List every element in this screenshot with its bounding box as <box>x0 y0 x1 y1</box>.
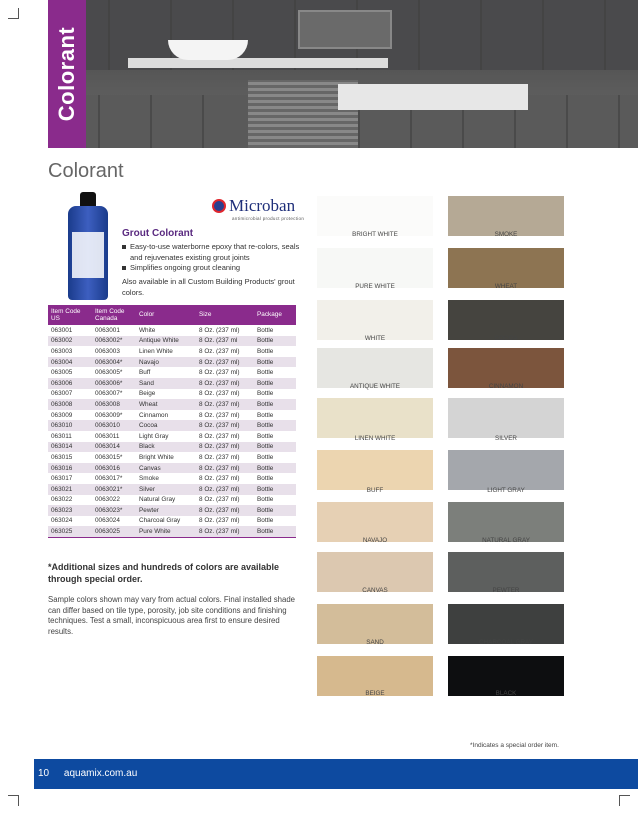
table-cell: 8 Oz. (237 ml) <box>196 516 254 527</box>
table-row <box>48 346 296 357</box>
table-cell: White <box>136 325 196 336</box>
color-swatch <box>317 552 433 592</box>
microban-logo <box>212 196 304 221</box>
table-cell: 063001 <box>48 325 92 336</box>
swatch-label: BEIGE <box>365 690 385 697</box>
product-bottle-image <box>66 192 110 302</box>
table-cell: 8 Oz. (237 ml <box>196 336 254 347</box>
table-cell: Bottle <box>254 463 296 474</box>
table-cell: Cinnamon <box>136 410 196 421</box>
table-cell: 063010 <box>48 420 92 431</box>
section-tab-label: Colorant <box>54 26 79 122</box>
table-cell: 063004 <box>48 357 92 368</box>
table-cell: 0063006* <box>92 378 136 389</box>
table-cell: 063021 <box>48 484 92 495</box>
table-cell: 063002 <box>48 336 92 347</box>
table-cell: Navajo <box>136 357 196 368</box>
swatch-label: CINNAMON <box>488 383 524 390</box>
color-swatch <box>317 502 433 542</box>
table-row <box>48 473 296 484</box>
table-cell: Bottle <box>254 410 296 421</box>
table-cell: Silver <box>136 484 196 495</box>
table-cell: Bottle <box>254 484 296 495</box>
table-cell: Bottle <box>254 367 296 378</box>
col-header: Item Code Canada <box>92 305 136 325</box>
table-cell: Bottle <box>254 420 296 431</box>
table-cell: Bottle <box>254 516 296 527</box>
table-cell: 0063003 <box>92 346 136 357</box>
table-row <box>48 463 296 474</box>
swatch-label: SMOKE <box>494 231 518 238</box>
table-cell: Charcoal Gray <box>136 516 196 527</box>
microban-icon <box>212 199 226 213</box>
table-cell: Linen White <box>136 346 196 357</box>
table-cell: 0063002* <box>92 336 136 347</box>
table-row <box>48 325 296 336</box>
color-swatch <box>448 398 564 438</box>
color-swatch <box>448 552 564 592</box>
table-row <box>48 420 296 431</box>
footer-text <box>38 768 137 779</box>
table-cell: 8 Oz. (237 ml) <box>196 420 254 431</box>
table-cell: 8 Oz. (237 ml) <box>196 410 254 421</box>
table-cell: 8 Oz. (237 ml) <box>196 378 254 389</box>
table-cell: 8 Oz. (237 ml) <box>196 484 254 495</box>
table-cell: Bottle <box>254 378 296 389</box>
table-cell: 0063015* <box>92 452 136 463</box>
table-cell: 0063022 <box>92 495 136 506</box>
swatch-label: SAND <box>366 639 384 646</box>
availability-text: Also available in all Custom Building Products' grout colors. <box>122 277 295 297</box>
color-swatch <box>448 450 564 490</box>
table-row <box>48 526 296 537</box>
swatch-label: WHEAT <box>494 283 518 290</box>
table-cell: Pure White <box>136 526 196 537</box>
table-cell: Canvas <box>136 463 196 474</box>
table-row <box>48 410 296 421</box>
table-cell: 0063023* <box>92 505 136 516</box>
color-swatch <box>448 604 564 644</box>
table-cell: 063025 <box>48 526 92 537</box>
color-swatch <box>448 300 564 340</box>
table-cell: 063023 <box>48 505 92 516</box>
table-cell: 8 Oz. (237 ml) <box>196 357 254 368</box>
swatch-label: LIGHT GRAY <box>487 487 525 494</box>
brand-tagline: antimicrobial product protection <box>232 216 305 221</box>
table-cell: 0063008 <box>92 399 136 410</box>
table-row <box>48 357 296 368</box>
crop-mark <box>619 795 630 806</box>
swatch-label: SILVER <box>495 435 517 442</box>
color-swatch <box>317 604 433 644</box>
swatch-label: NAVAJO <box>362 537 388 544</box>
table-cell: 063006 <box>48 378 92 389</box>
table-cell: 8 Oz. (237 ml) <box>196 452 254 463</box>
table-cell: 0063017* <box>92 473 136 484</box>
table-cell: 063003 <box>48 346 92 357</box>
table-row <box>48 378 296 389</box>
table-cell: Bottle <box>254 389 296 400</box>
color-swatch <box>317 450 433 490</box>
footer-url: aquamix.com.au <box>63 768 138 779</box>
table-cell: 063005 <box>48 367 92 378</box>
swatch-label: PURE WHITE <box>355 283 395 290</box>
crop-mark <box>8 795 19 806</box>
table-cell: Bottle <box>254 346 296 357</box>
table-cell: Smoke <box>136 473 196 484</box>
table-row <box>48 336 296 347</box>
table-cell: Pewter <box>136 505 196 516</box>
table-cell: 063009 <box>48 410 92 421</box>
swatch-label: BLACK <box>495 690 517 697</box>
color-swatch <box>448 248 564 288</box>
table-cell: Bottle <box>254 399 296 410</box>
color-swatch <box>317 196 433 236</box>
table-header-row <box>48 305 296 325</box>
page-number: 10 <box>38 768 50 779</box>
color-swatch <box>448 348 564 388</box>
swatch-label: PEWTER <box>492 587 520 594</box>
table-cell: 063007 <box>48 389 92 400</box>
table-cell: Beige <box>136 389 196 400</box>
table-cell: 8 Oz. (237 ml) <box>196 442 254 453</box>
table-cell: Bottle <box>254 431 296 442</box>
col-header: Size <box>196 305 254 325</box>
table-cell: 8 Oz. (237 ml) <box>196 431 254 442</box>
swatch-label: BUFF <box>366 487 384 494</box>
crop-mark <box>8 8 19 19</box>
color-swatch <box>317 348 433 388</box>
table-cell: 8 Oz. (237 ml) <box>196 463 254 474</box>
swatch-label: CHARCOAL GRAY <box>479 639 533 646</box>
table-cell: Light Gray <box>136 431 196 442</box>
table-cell: 0063010 <box>92 420 136 431</box>
table-cell: Bottle <box>254 452 296 463</box>
table-cell: 0063021* <box>92 484 136 495</box>
color-swatch <box>317 398 433 438</box>
table-cell: 063017 <box>48 473 92 484</box>
swatch-label: BRIGHT WHITE <box>352 231 398 238</box>
table-cell: 0063014 <box>92 442 136 453</box>
table-cell: 063024 <box>48 516 92 527</box>
feature-item: Easy-to-use waterborne epoxy that re-colors, seals and rejuvenates existing grout joints <box>122 242 302 263</box>
table-row <box>48 389 296 400</box>
swatch-label: LINEN WHITE <box>354 435 396 442</box>
table-cell: 0063009* <box>92 410 136 421</box>
table-cell: 0063001 <box>92 325 136 336</box>
table-cell: 063014 <box>48 442 92 453</box>
table-cell: 0063016 <box>92 463 136 474</box>
swatch-label: NATURAL GRAY <box>482 537 530 544</box>
table-row <box>48 484 296 495</box>
table-cell: 063008 <box>48 399 92 410</box>
table-cell: 0063025 <box>92 526 136 537</box>
table-cell: Wheat <box>136 399 196 410</box>
color-swatch <box>317 300 433 340</box>
table-cell: 8 Oz. (237 ml) <box>196 367 254 378</box>
table-cell: Natural Gray <box>136 495 196 506</box>
table-row <box>48 516 296 527</box>
footnote: *Indicates a special order item. <box>470 742 559 749</box>
table-cell: Bottle <box>254 357 296 368</box>
page-title: Colorant <box>48 160 124 182</box>
table-cell: Antique White <box>136 336 196 347</box>
feature-list <box>122 242 302 274</box>
table-cell: 063022 <box>48 495 92 506</box>
table-cell: 8 Oz. (237 ml) <box>196 473 254 484</box>
table-cell: Bottle <box>254 495 296 506</box>
table-row <box>48 452 296 463</box>
brand-name: Microban <box>229 196 296 215</box>
table-cell: 8 Oz. (237 ml) <box>196 505 254 516</box>
table-row <box>48 431 296 442</box>
color-swatch <box>448 502 564 542</box>
table-cell: 0063004* <box>92 357 136 368</box>
table-cell: 0063011 <box>92 431 136 442</box>
table-cell: 8 Oz. (237 ml) <box>196 389 254 400</box>
table-cell: Bottle <box>254 526 296 537</box>
table-row <box>48 367 296 378</box>
table-cell: 0063005* <box>92 367 136 378</box>
feature-item: Simplifies ongoing grout cleaning <box>122 263 302 274</box>
table-cell: Bottle <box>254 325 296 336</box>
color-swatch <box>448 196 564 236</box>
table-row <box>48 442 296 453</box>
table-cell: 8 Oz. (237 ml) <box>196 495 254 506</box>
table-cell: 8 Oz. (237 ml) <box>196 325 254 336</box>
col-header: Package <box>254 305 296 325</box>
product-table <box>48 305 296 538</box>
color-swatch <box>317 248 433 288</box>
table-cell: 063011 <box>48 431 92 442</box>
table-cell: Bottle <box>254 336 296 347</box>
table-cell: Bottle <box>254 442 296 453</box>
table-cell: 063016 <box>48 463 92 474</box>
table-cell: Black <box>136 442 196 453</box>
table-cell: 0063007* <box>92 389 136 400</box>
table-cell: Sand <box>136 378 196 389</box>
table-cell: 0063024 <box>92 516 136 527</box>
table-row <box>48 505 296 516</box>
col-header: Color <box>136 305 196 325</box>
table-cell: 8 Oz. (237 ml) <box>196 526 254 537</box>
table-row <box>48 399 296 410</box>
table-cell: 8 Oz. (237 ml) <box>196 399 254 410</box>
table-cell: Bright White <box>136 452 196 463</box>
table-row <box>48 495 296 506</box>
table-cell: Bottle <box>254 473 296 484</box>
table-cell: Buff <box>136 367 196 378</box>
disclaimer-text: Sample colors shown may vary from actual colors. Final installed shade can differ based on tile type, porosity, job site conditions and finishing techniques. Test a small, inconspicuous area first to ensure desired results. <box>48 595 296 636</box>
col-header: Item Code US <box>48 305 92 325</box>
swatch-label: ANTIQUE WHITE <box>349 383 401 390</box>
hero-bathroom-image <box>48 0 638 148</box>
table-cell: Cocoa <box>136 420 196 431</box>
special-order-note: *Additional sizes and hundreds of colors are available through special order. <box>48 562 280 584</box>
table-cell: 8 Oz. (237 ml) <box>196 346 254 357</box>
swatch-label: COCOA <box>494 335 518 342</box>
product-title: Grout Colorant <box>122 228 194 239</box>
table-cell: Bottle <box>254 505 296 516</box>
table-cell: 063015 <box>48 452 92 463</box>
swatch-label: WHITE <box>364 335 386 342</box>
swatch-label: CANVAS <box>362 587 388 594</box>
